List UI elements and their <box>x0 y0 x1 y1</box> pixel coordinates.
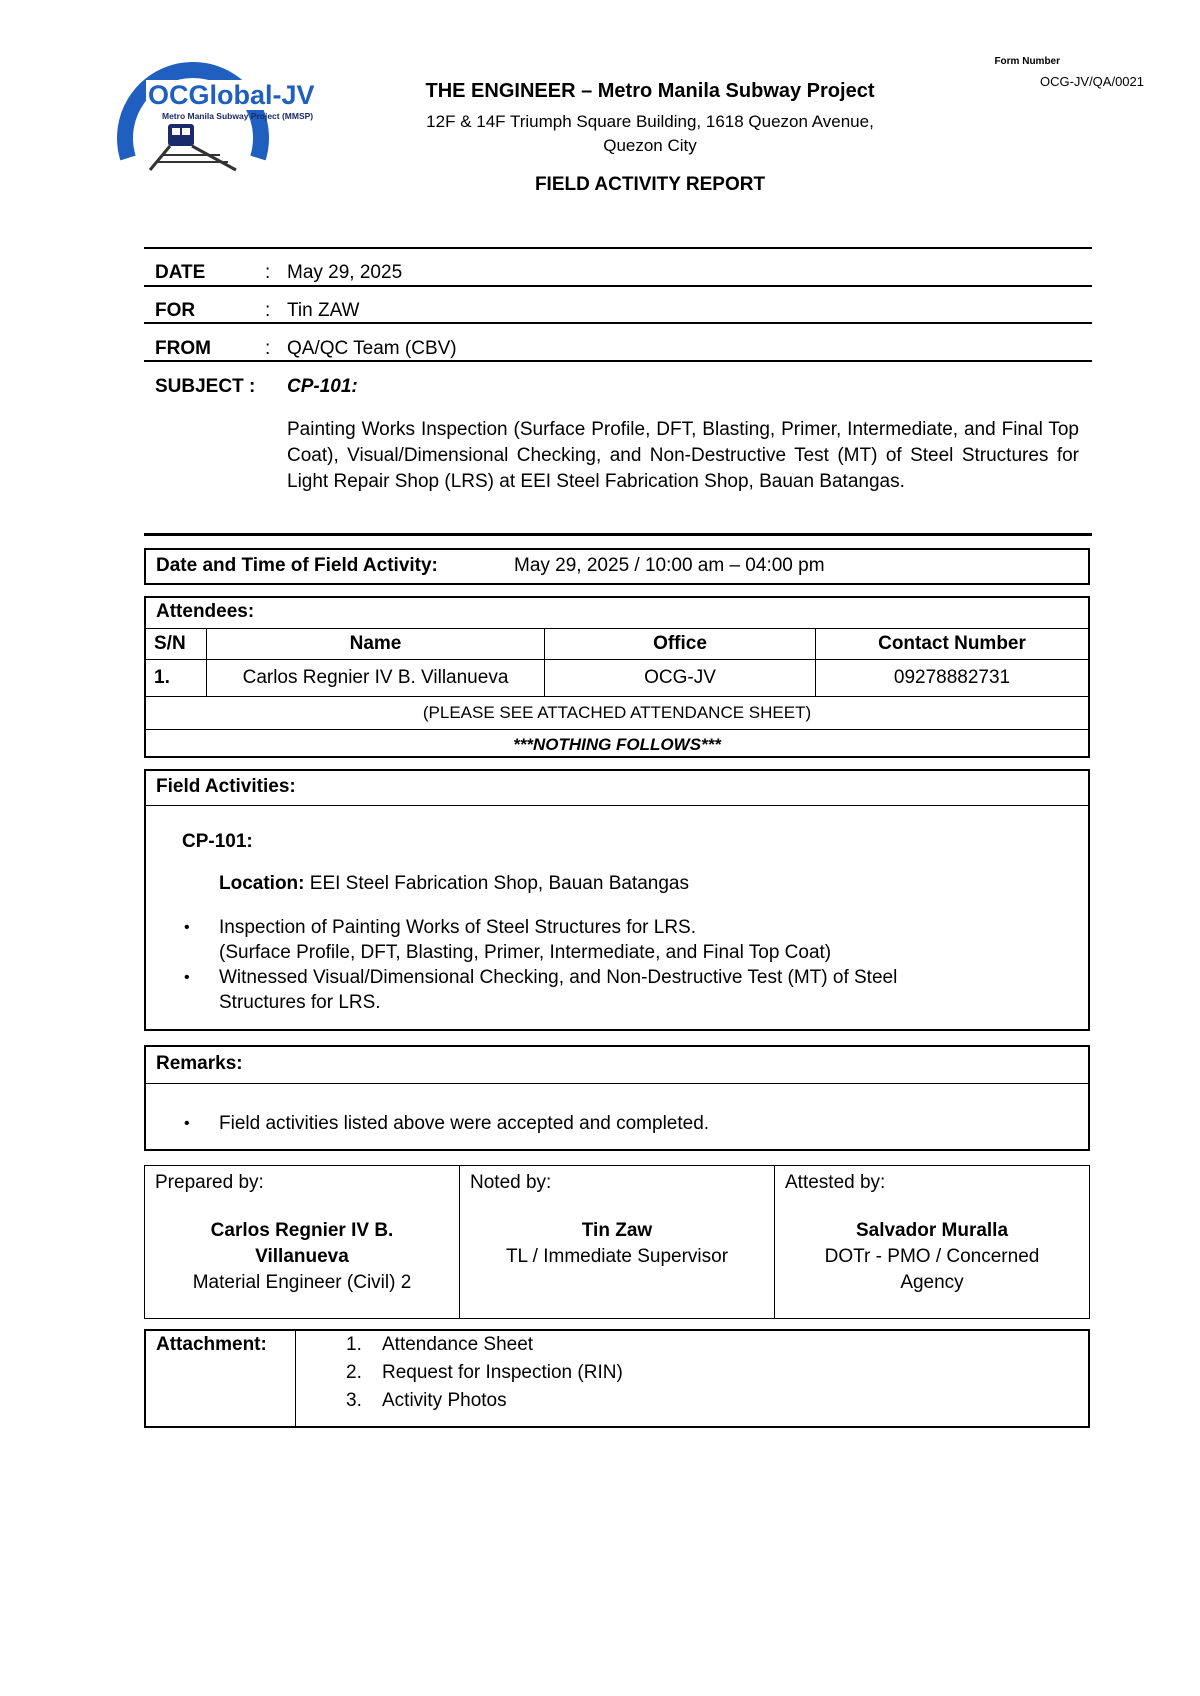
header-address <box>300 110 1000 158</box>
signatory-prepared <box>145 1166 460 1319</box>
subject-text: Painting Works Inspection (Surface Profile, DFT, Blasting, Primer, Intermediate, and Final Top Coat), Visual/Dimensional Checking, and Non-Destructive Test (MT) of Steel Structures for Light Repair Shop (LRS) at EEI Steel Fabrication Shop, Bauan Batangas. <box>287 419 1079 492</box>
from-value: QA/QC Team (CBV) <box>287 338 457 359</box>
list-item-line: • Witnessed Visual/Dimensional Checking, and Non-Destructive Test (MT) of Steel <box>219 967 898 988</box>
field-activities-box <box>144 769 1090 1031</box>
field-activities-list <box>146 915 1086 1015</box>
activity-datetime-box <box>144 548 1090 585</box>
signatory-heading: Attested by: <box>785 1172 886 1193</box>
document-header-title: THE ENGINEER – Metro Manila Subway Project <box>425 80 875 102</box>
form-number: OCG-JV/QA/0021 <box>1039 74 1144 89</box>
list-item-line: (Surface Profile, DFT, Blasting, Primer, Intermediate, and Final Top Coat) <box>219 942 832 963</box>
colon: : <box>265 262 271 283</box>
list-item <box>146 915 1086 965</box>
activity-datetime-value: May 29, 2025 / 10:00 am – 04:00 pm <box>514 555 825 576</box>
date-value: May 29, 2025 <box>287 262 403 283</box>
subject-label: SUBJECT : <box>155 376 256 397</box>
row-contact: 09278882731 <box>816 660 1089 697</box>
row-name: Carlos Regnier IV B. Villanueva <box>207 660 545 697</box>
signatory-role: DOTr - PMO / Concerned <box>824 1246 1040 1267</box>
attendees-label: Attendees: <box>156 601 255 622</box>
nothing-follows-row <box>146 730 1088 761</box>
divider <box>144 285 1092 287</box>
form-number-label: Form Number <box>994 56 1060 67</box>
for-value: Tin ZAW <box>287 300 360 321</box>
list-item-number: 2. <box>346 1362 362 1383</box>
location-line <box>219 873 689 895</box>
divider <box>144 322 1092 324</box>
signatories-table <box>144 1165 1090 1319</box>
attachment-list <box>346 1331 623 1415</box>
list-item <box>346 1387 623 1415</box>
table-row <box>146 660 1088 697</box>
list-item-line: Structures for LRS. <box>219 992 381 1013</box>
signatory-name: Salvador Muralla <box>855 1220 1009 1241</box>
list-item-text: Attendance Sheet <box>382 1334 534 1355</box>
attendance-note-row <box>146 697 1088 730</box>
report-title: FIELD ACTIVITY REPORT <box>534 174 766 195</box>
colon: : <box>265 338 271 359</box>
location-label: Location: <box>219 873 305 894</box>
signatory-attested <box>775 1166 1090 1319</box>
attendees-box <box>144 596 1090 758</box>
divider <box>144 360 1092 362</box>
colon: : <box>265 300 271 321</box>
divider <box>144 247 1092 249</box>
field-activities-label: Field Activities: <box>146 771 1088 806</box>
address-line-1: 12F & 14F Triumph Square Building, 1618 Quezon Avenue, <box>426 112 874 131</box>
list-item: • Field activities listed above were accepted and completed. <box>146 1111 1086 1136</box>
row-sn: 1. <box>146 660 207 697</box>
location-value: EEI Steel Fabrication Shop, Bauan Batangas <box>309 873 689 894</box>
row-office: OCG-JV <box>545 660 816 697</box>
list-item <box>346 1331 623 1359</box>
column-header: Office <box>545 629 816 660</box>
activity-datetime-label: Date and Time of Field Activity: <box>156 555 438 576</box>
list-item-number: 3. <box>346 1390 362 1411</box>
field-activities-code: CP-101: <box>182 831 253 852</box>
list-item <box>346 1359 623 1387</box>
subject-code: CP-101: <box>287 376 358 397</box>
signatory-heading: Noted by: <box>470 1172 552 1193</box>
logo-subtext: Metro Manila Subway Project (MMSP) <box>162 111 314 121</box>
remarks-box <box>144 1045 1090 1151</box>
signatory-heading: Prepared by: <box>155 1172 264 1193</box>
date-label: DATE <box>155 262 206 283</box>
list-item-text: Activity Photos <box>382 1390 507 1411</box>
column-header: Name <box>207 629 545 660</box>
signatory-name: Villanueva <box>255 1246 349 1267</box>
remarks-list <box>146 1111 1086 1136</box>
attendance-note: (PLEASE SEE ATTACHED ATTENDANCE SHEET) <box>146 697 1088 730</box>
logo-wordmark: OCGlobal-JV <box>148 80 315 110</box>
address-line-2: Quezon City <box>603 136 697 155</box>
for-label: FOR <box>155 300 196 321</box>
from-label: FROM <box>155 338 211 359</box>
column-header: S/N <box>146 629 207 660</box>
company-logo <box>110 58 315 173</box>
list-item-number: 1. <box>346 1334 362 1355</box>
list-item-text: Request for Inspection (RIN) <box>382 1362 623 1383</box>
signatory-name: Carlos Regnier IV B. <box>210 1220 394 1241</box>
nothing-follows: ***NOTHING FOLLOWS*** <box>146 730 1088 761</box>
list-item <box>146 965 1086 1015</box>
column-header: Contact Number <box>816 629 1089 660</box>
signatories-box <box>144 1165 1090 1319</box>
remarks-label: Remarks: <box>146 1047 1088 1084</box>
table-header-row <box>146 629 1088 660</box>
signatory-name: Tin Zaw <box>581 1220 653 1241</box>
attachment-label: Attachment: <box>146 1331 296 1426</box>
list-item-line: • Inspection of Painting Works of Steel Structures for LRS. <box>219 917 696 938</box>
signatory-role: TL / Immediate Supervisor <box>505 1246 729 1267</box>
signatory-role: Agency <box>900 1272 964 1293</box>
signatory-role: Material Engineer (Civil) 2 <box>192 1272 412 1293</box>
attendees-table <box>146 628 1088 760</box>
divider <box>144 533 1092 536</box>
signatory-noted <box>460 1166 775 1319</box>
attachment-box <box>144 1329 1090 1428</box>
